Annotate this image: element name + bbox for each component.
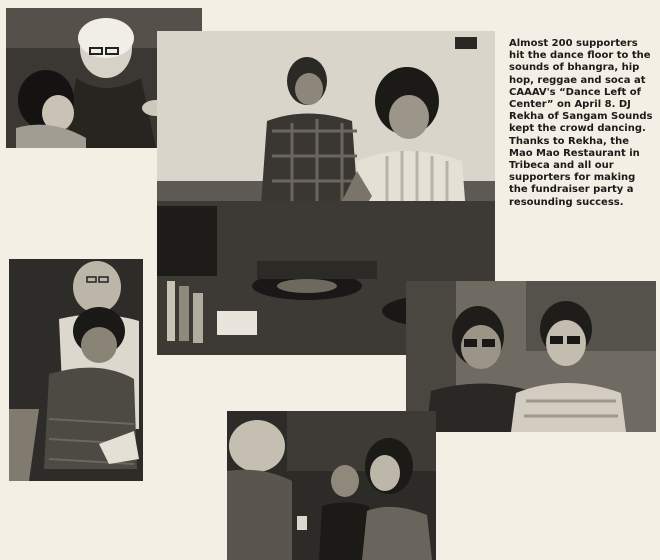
photo-crowd (227, 411, 436, 560)
photo-caption: Almost 200 supporters hit the dance floor to the sounds of bhangra, hip hop, reggae and soca at CAAAV's “Dance Left of Center” on April 8. DJ Rekha of Sangam Sounds kept the crowd dancing. Thanks to Rekha, the Mao Mao Restaurant in Tribeca and all our supporters for making the fundraiser party a resounding success. (509, 38, 653, 208)
photo-dancers (9, 259, 143, 481)
photo-two-men (406, 281, 656, 432)
